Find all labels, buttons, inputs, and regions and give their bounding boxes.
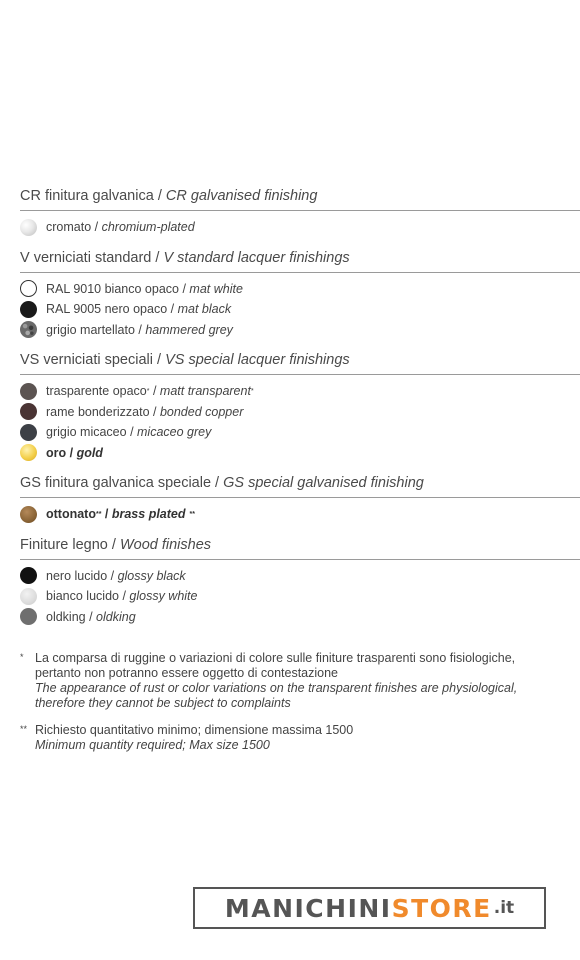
finish-name-en: bonded copper (159, 404, 244, 419)
section-title (20, 473, 580, 498)
finish-name-it: grigio martellato (46, 322, 135, 337)
finish-name-it: ottonato (46, 507, 96, 522)
finish-name-separator: / (149, 384, 160, 399)
finish-name-separator: / (126, 425, 138, 440)
footnote-mark: * (20, 652, 24, 662)
footnote-mark: * (250, 387, 254, 395)
finish-name-separator: / (118, 589, 130, 604)
oldking-swatch-icon (20, 608, 37, 625)
finish-name-separator: / (85, 609, 97, 624)
chrome-swatch-icon (20, 219, 37, 236)
section-title-separator: / (107, 536, 120, 553)
finish-list (20, 560, 580, 638)
footnote-mark: ** (189, 510, 195, 518)
finish-list (20, 498, 580, 535)
logo-text-store: STORE (391, 893, 492, 923)
footnote-line-it: La comparsa di ruggine o variazioni di colore sulle finiture trasparenti sono fisiologiche, (35, 651, 516, 665)
finish-name-en: mat white (189, 281, 243, 296)
section-title-en: Wood finishes (119, 536, 212, 553)
finish-name-separator: / (149, 404, 160, 419)
footnote-line-en: Minimum quantity required; Max size 1500 (35, 738, 270, 752)
finish-name-en: brass plated (111, 507, 186, 522)
finish-name-it: oldking (46, 609, 86, 624)
section-title (20, 535, 580, 560)
finish-name-it: trasparente opaco (46, 384, 147, 399)
section-title (20, 186, 580, 211)
section-title-it: CR finitura galvanica (20, 188, 154, 204)
finish-item (20, 279, 580, 300)
section-title-en: V standard lacquer finishings (163, 249, 350, 266)
glossy-white-swatch-icon (20, 588, 37, 605)
footnote-line-en: The appearance of rust or color variations on the transparent finishes are physiological, (35, 681, 518, 695)
finish-item (20, 607, 580, 628)
footnote (20, 723, 580, 753)
finish-name-it: oro (46, 445, 67, 460)
footnote-line-en: therefore they cannot be subject to complaints (35, 696, 291, 710)
section-title-en: GS special galvanised finishing (223, 475, 424, 491)
footnote-text (35, 723, 353, 753)
section-title-separator: / (211, 475, 224, 491)
footnote-text (35, 651, 517, 711)
finish-name-it: nero lucido (46, 568, 108, 583)
finish-name-en: matt transparent (159, 384, 251, 399)
section-title-it: V verniciati standard (20, 249, 152, 266)
gold-swatch-icon (20, 444, 37, 461)
finish-name-en: gold (76, 445, 103, 460)
section-title-separator: / (152, 352, 166, 368)
finish-name-separator: / (66, 445, 77, 460)
finish-name-en: micaceo grey (137, 425, 212, 440)
brass-swatch-icon (20, 506, 37, 523)
finish-list (20, 375, 580, 473)
footnote (20, 651, 580, 711)
finish-item (20, 504, 580, 525)
finish-item (20, 422, 580, 443)
finish-item (20, 443, 580, 464)
finish-name-it: cromato (46, 220, 92, 235)
section-title (20, 350, 580, 375)
section-title-en: VS special lacquer finishings (165, 352, 350, 368)
footnote-line-it: Richiesto quantitativo minimo; dimensione massima 1500 (35, 723, 354, 737)
micaceo-grey-swatch-icon (20, 424, 37, 441)
finish-name-it: RAL 9010 bianco opaco (46, 281, 179, 296)
finish-item (20, 566, 580, 587)
section-title-it: Finiture legno (20, 536, 108, 553)
black-swatch-icon (20, 301, 37, 318)
finish-name-en: mat black (177, 302, 232, 317)
footnote-mark: * (146, 387, 150, 395)
finish-name-separator: / (178, 281, 190, 296)
finish-name-en: chromium-plated (101, 220, 195, 235)
finish-name-en: glossy black (117, 568, 186, 583)
finishes-catalog (20, 186, 580, 765)
finish-name-separator: / (91, 220, 102, 235)
section-title-it: GS finitura galvanica speciale (20, 475, 212, 491)
footnote-mark: ** (20, 724, 28, 734)
section-title-separator: / (153, 188, 166, 204)
glossy-black-swatch-icon (20, 567, 37, 584)
finish-item (20, 402, 580, 423)
section-title-it: VS verniciati speciali (20, 352, 153, 368)
finish-item (20, 217, 580, 238)
finish-name-separator: / (107, 568, 118, 583)
finish-item (20, 381, 580, 402)
hammered-grey-swatch-icon (20, 321, 37, 338)
logo-text-domain: .it (493, 898, 515, 918)
section-title-en: CR galvanised finishing (165, 188, 318, 204)
finish-list (20, 273, 580, 351)
finish-item (20, 299, 580, 320)
footnote-line-it: pertanto non potranno essere oggetto di contestazione (35, 666, 338, 680)
finish-name-it: rame bonderizzato (46, 404, 150, 419)
finish-name-it: grigio micaceo (46, 425, 127, 440)
footnotes (20, 651, 580, 753)
finish-item (20, 586, 580, 607)
copper-swatch-icon (20, 403, 37, 420)
manichinistore-logo[interactable] (193, 887, 546, 929)
footnote-mark: ** (95, 510, 102, 518)
finish-name-en: oldking (96, 609, 136, 624)
section-title-separator: / (151, 249, 164, 266)
logo-text-manichini: MANICHINI (224, 893, 392, 923)
finish-list (20, 211, 580, 248)
finish-name-separator: / (101, 507, 112, 522)
finish-name-separator: / (167, 302, 178, 317)
finish-item (20, 320, 580, 341)
finish-name-en: hammered grey (145, 322, 233, 337)
finish-name-separator: / (134, 322, 146, 337)
matt-transparent-swatch-icon (20, 383, 37, 400)
finish-name-en: glossy white (129, 589, 198, 604)
white-swatch-icon (20, 280, 37, 297)
section-title (20, 248, 580, 273)
finish-name-it: RAL 9005 nero opaco (46, 302, 168, 317)
finish-name-it: bianco lucido (46, 589, 119, 604)
